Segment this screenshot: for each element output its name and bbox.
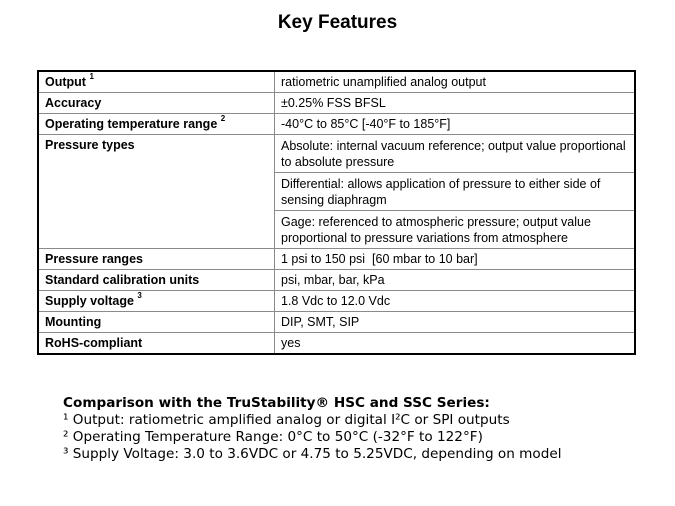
table-row [38,249,635,270]
feature-label: Pressure types [38,135,275,249]
feature-label: Mounting [38,312,275,333]
comparison-notes [63,395,663,463]
feature-value: ratiometric unamplified analog output [275,71,636,93]
table-row [38,312,635,333]
table-row [38,135,635,173]
feature-value: -40°C to 85°C [-40°F to 185°F] [275,114,636,135]
key-features-table [37,70,636,355]
table-row [38,270,635,291]
table-row [38,333,635,355]
feature-label: RoHS-compliant [38,333,275,355]
feature-value: Absolute: internal vacuum reference; output value proportional to absolute pressure [275,135,636,173]
feature-value: yes [275,333,636,355]
table-row [38,71,635,93]
note-item: ² Operating Temperature Range: 0°C to 50°C (-32°F to 122°F) [63,429,483,445]
footnote-marker: 2 [220,114,226,123]
feature-value: Gage: referenced to atmospheric pressure; output value proportional to pressure variations from atmosphere [275,211,636,249]
table-row [38,291,635,312]
page-title: Key Features [277,12,398,33]
feature-value: 1 psi to 150 psi [60 mbar to 10 bar] [275,249,636,270]
feature-label: Supply voltage $^3$ [38,291,275,312]
feature-label: Operating temperature range $^2$ [38,114,275,135]
feature-value: ±0.25% FSS BFSL [275,93,636,114]
footnote-marker: 1 [89,72,94,81]
feature-label: Standard calibration units [38,270,275,291]
note-item: ³ Supply Voltage: 3.0 to 3.6VDC or 4.75 to 5.25VDC, depending on model [63,446,562,462]
table-row [38,93,635,114]
feature-value: DIP, SMT, SIP [275,312,636,333]
notes-heading: Comparison with the TruStability® HSC and SSC Series: [63,395,490,411]
footnote-marker: 3 [137,291,142,300]
table-row [38,114,635,135]
feature-value: 1.8 Vdc to 12.0 Vdc [275,291,636,312]
feature-label: Pressure ranges [38,249,275,270]
feature-value: Differential: allows application of pressure to either side of sensing diaphragm [275,173,636,211]
note-item: ¹ Output: ratiometric amplified analog or digital I²C or SPI outputs [63,412,510,428]
feature-label: Accuracy [38,93,275,114]
feature-label: Output $^1$ [38,71,275,93]
feature-value: psi, mbar, bar, kPa [275,270,636,291]
